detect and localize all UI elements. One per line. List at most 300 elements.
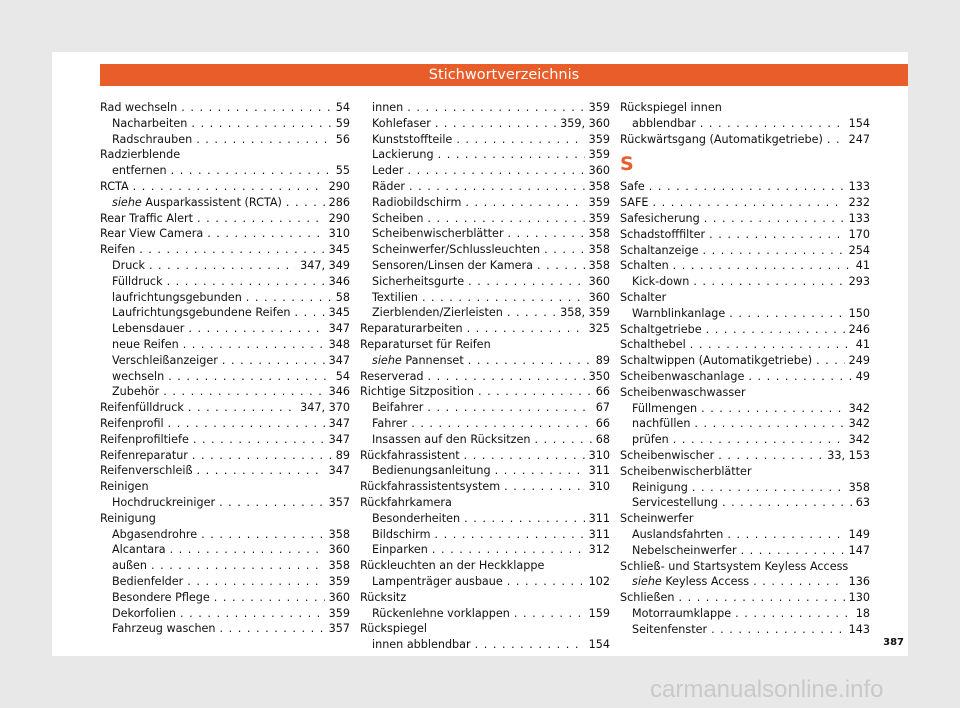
index-entry-label: Insassen auf den Rücksitzen bbox=[372, 432, 531, 446]
index-entry-label: Schaltanzeige bbox=[620, 243, 699, 257]
index-entry-label: Nebelscheinwerfer bbox=[632, 543, 737, 557]
index-entry-page: 102 bbox=[588, 574, 610, 588]
index-entry-label: Scheibenwaschwasser bbox=[620, 385, 746, 399]
index-entry bbox=[100, 305, 350, 321]
index-entry-label: Sensoren/Linsen der Kamera bbox=[372, 258, 534, 272]
index-entry-page: 133 bbox=[848, 180, 870, 194]
index-entry-page: 360 bbox=[588, 164, 610, 178]
index-entry bbox=[360, 305, 610, 321]
index-entry-label: SAFE bbox=[620, 196, 649, 210]
index-entry-page: 357 bbox=[328, 622, 350, 636]
leader-dots bbox=[432, 542, 585, 558]
index-entry-label: Motorraumklappe bbox=[632, 606, 732, 620]
index-entry-page: 358 bbox=[848, 480, 870, 494]
index-entry-label: siehe Ausparkassistent (RCTA) bbox=[112, 195, 282, 209]
index-entry bbox=[620, 132, 870, 148]
index-entry-page: 346 bbox=[328, 385, 350, 399]
index-entry-label: neue Reifen bbox=[112, 337, 179, 351]
index-entry bbox=[620, 495, 870, 511]
index-entry-label: Bedienfelder bbox=[112, 574, 184, 588]
index-entry bbox=[620, 401, 870, 417]
index-entry bbox=[100, 226, 350, 242]
index-entry bbox=[360, 132, 610, 148]
index-entry-page: 358 bbox=[328, 527, 350, 541]
index-entry bbox=[100, 558, 350, 574]
index-entry bbox=[620, 543, 870, 559]
index-entry-page: 249 bbox=[848, 354, 870, 368]
index-entry-label: Radiobildschirm bbox=[372, 195, 462, 209]
leader-dots bbox=[170, 542, 325, 558]
leader-dots bbox=[535, 432, 592, 448]
index-entry bbox=[100, 211, 350, 227]
leader-dots bbox=[495, 463, 585, 479]
index-entry bbox=[620, 337, 870, 353]
index-entry bbox=[620, 385, 870, 401]
index-entry-label: Scheinwerfer bbox=[620, 512, 694, 526]
index-entry-page: 348 bbox=[328, 337, 350, 351]
index-entry-page: 143 bbox=[848, 622, 870, 636]
index-letter-heading: S bbox=[620, 153, 634, 176]
leader-dots bbox=[673, 432, 845, 448]
index-entry-label: Scheibenwischer bbox=[620, 448, 715, 462]
index-entry-label: Scheiben bbox=[372, 211, 424, 225]
index-entry-label: Räder bbox=[372, 179, 405, 193]
index-entry-label: Alcantara bbox=[112, 543, 166, 557]
index-entry-page: 347, 349 bbox=[300, 258, 350, 272]
index-entry-label: Reifenprofil bbox=[100, 416, 164, 430]
index-entry bbox=[620, 432, 870, 448]
index-entry bbox=[100, 495, 350, 511]
index-entry-label: Bedienungsanleitung bbox=[372, 464, 491, 478]
index-entry-page: 311 bbox=[588, 464, 610, 478]
index-entry bbox=[360, 432, 610, 448]
leader-dots bbox=[427, 400, 591, 416]
index-entry-page: 66 bbox=[595, 416, 610, 430]
index-entry-page: 254 bbox=[848, 243, 870, 257]
leader-dots bbox=[701, 401, 845, 417]
index-entry-label: Kunststoffteile bbox=[372, 132, 453, 146]
watermark: carmanualsonline.info bbox=[650, 676, 884, 703]
leader-dots bbox=[753, 574, 845, 590]
index-entry-page: 159 bbox=[588, 606, 610, 620]
index-entry-label: Seitenfenster bbox=[632, 622, 708, 636]
index-entry-page: 59 bbox=[335, 116, 350, 130]
index-entry bbox=[100, 321, 350, 337]
index-entry-label: prüfen bbox=[632, 433, 669, 447]
index-entry-label: Schaltgetriebe bbox=[620, 322, 702, 336]
leader-dots bbox=[693, 274, 844, 290]
index-entry-label: Fahrzeug waschen bbox=[112, 622, 216, 636]
index-entry bbox=[620, 559, 870, 575]
index-entry bbox=[100, 179, 350, 195]
index-entry-label: Reifenreparatur bbox=[100, 448, 188, 462]
leader-dots bbox=[163, 384, 324, 400]
index-entry-page: 359, 360 bbox=[560, 116, 610, 130]
index-entry bbox=[100, 147, 350, 163]
leader-dots bbox=[704, 211, 845, 227]
leader-dots bbox=[207, 226, 324, 242]
leader-dots bbox=[678, 590, 844, 606]
index-entry-label: RCTA bbox=[100, 179, 129, 193]
index-entry-label: Rear View Camera bbox=[100, 227, 204, 241]
index-entry-page: 359 bbox=[588, 148, 610, 162]
leader-dots bbox=[465, 195, 584, 211]
index-entry bbox=[620, 416, 870, 432]
leader-dots bbox=[456, 132, 584, 148]
index-entry bbox=[620, 622, 870, 638]
index-entry bbox=[360, 542, 610, 558]
leader-dots bbox=[188, 400, 296, 416]
leader-dots bbox=[196, 132, 332, 148]
leader-dots bbox=[718, 448, 823, 464]
leader-dots bbox=[727, 527, 844, 543]
leader-dots bbox=[139, 242, 324, 258]
index-entry bbox=[360, 163, 610, 179]
leader-dots bbox=[504, 479, 585, 495]
index-entry-page: 310 bbox=[328, 227, 350, 241]
index-entry-label: Sicherheitsgurte bbox=[372, 274, 465, 288]
index-entry-page: 360 bbox=[328, 543, 350, 557]
index-entry-page: 66 bbox=[595, 385, 610, 399]
index-column-1 bbox=[100, 100, 350, 637]
index-entry-label: Schalter bbox=[620, 290, 667, 304]
index-entry-label: innen bbox=[372, 101, 404, 114]
index-entry bbox=[360, 463, 610, 479]
index-entry bbox=[100, 242, 350, 258]
leader-dots bbox=[411, 416, 592, 432]
leader-dots bbox=[690, 337, 852, 353]
index-entry bbox=[360, 384, 610, 400]
index-entry bbox=[620, 195, 870, 211]
index-entry bbox=[620, 116, 870, 132]
index-entry-page: 358 bbox=[588, 243, 610, 257]
index-entry-page: 54 bbox=[335, 101, 350, 114]
leader-dots bbox=[187, 574, 324, 590]
leader-dots bbox=[478, 384, 592, 400]
index-entry-label: Schalthebel bbox=[620, 338, 686, 352]
leader-dots bbox=[422, 290, 585, 306]
leader-dots bbox=[692, 480, 845, 496]
index-entry-page: 358 bbox=[588, 179, 610, 193]
index-entry-page: 89 bbox=[335, 448, 350, 462]
index-entry-label: Scheibenwischerblätter bbox=[372, 227, 504, 241]
index-column-2 bbox=[360, 100, 610, 653]
index-entry-label: Reifenverschleiß bbox=[100, 464, 193, 478]
index-entry bbox=[620, 290, 870, 306]
index-entry bbox=[100, 606, 350, 622]
index-entry-page: 311 bbox=[588, 527, 610, 541]
index-entry-page: 67 bbox=[595, 401, 610, 415]
index-entry-page: 293 bbox=[848, 275, 870, 289]
leader-dots bbox=[544, 242, 585, 258]
index-entry-label: Rückleuchten an der Heckklappe bbox=[360, 559, 545, 573]
index-entry-label: Safesicherung bbox=[620, 211, 700, 225]
index-entry bbox=[360, 242, 610, 258]
index-entry-page: 347 bbox=[328, 464, 350, 478]
index-entry bbox=[620, 227, 870, 243]
index-entry-label: Safe bbox=[620, 180, 645, 194]
index-entry-label: Scheibenwaschanlage bbox=[620, 369, 745, 383]
leader-dots bbox=[427, 211, 584, 227]
index-entry-label: Reinigen bbox=[100, 480, 149, 494]
index-entry-label: Rückfahrassistentsystem bbox=[360, 480, 501, 494]
index-entry-page: 358 bbox=[588, 227, 610, 241]
index-entry-page: 342 bbox=[848, 433, 870, 447]
index-entry-label: Reifen bbox=[100, 243, 136, 257]
leader-dots bbox=[428, 369, 585, 385]
leader-dots bbox=[191, 116, 331, 132]
leader-dots bbox=[219, 495, 325, 511]
leader-dots bbox=[438, 147, 585, 163]
leader-dots bbox=[700, 116, 845, 132]
index-entry-page: 63 bbox=[855, 496, 870, 510]
index-entry-page: 33, 153 bbox=[827, 448, 870, 462]
index-entry-label: Verschleißanzeiger bbox=[112, 353, 218, 367]
leader-dots bbox=[652, 195, 844, 211]
index-entry-page: 346 bbox=[328, 274, 350, 288]
index-entry-page: 359 bbox=[328, 606, 350, 620]
leader-dots bbox=[649, 179, 845, 195]
index-entry bbox=[360, 558, 610, 574]
index-entry-label: innen abblendbar bbox=[372, 638, 471, 652]
index-entry-label: siehe Keyless Access bbox=[632, 575, 750, 589]
index-entry-page: 290 bbox=[328, 211, 350, 225]
index-entry-page: 89 bbox=[595, 353, 610, 367]
index-entry-page: 347 bbox=[328, 416, 350, 430]
index-entry bbox=[100, 511, 350, 527]
index-entry bbox=[360, 590, 610, 606]
index-entry-label: Auslandsfahrten bbox=[632, 527, 724, 541]
index-entry bbox=[100, 400, 350, 416]
leader-dots bbox=[222, 353, 325, 369]
index-entry bbox=[100, 258, 350, 274]
index-entry-page: 360 bbox=[588, 274, 610, 288]
leader-dots bbox=[827, 132, 845, 148]
index-entry-page: 345 bbox=[328, 243, 350, 257]
index-entry bbox=[360, 226, 610, 242]
index-entry bbox=[100, 574, 350, 590]
index-entry-label: Rückfahrassistent bbox=[360, 448, 460, 462]
leader-dots bbox=[149, 258, 296, 274]
index-entry bbox=[360, 116, 610, 132]
index-entry-page: 136 bbox=[848, 575, 870, 589]
index-entry-page: 359 bbox=[588, 132, 610, 146]
leader-dots bbox=[168, 369, 332, 385]
index-entry-label: Reparaturarbeiten bbox=[360, 322, 463, 336]
index-entry-label: Besondere Pflege bbox=[112, 590, 210, 604]
leader-dots bbox=[192, 448, 332, 464]
index-entry-label: Rückenlehne vorklappen bbox=[372, 606, 510, 620]
index-entry-label: Reinigung bbox=[632, 480, 688, 494]
index-entry bbox=[620, 527, 870, 543]
leader-dots bbox=[729, 306, 844, 322]
index-entry-label: Zierblenden/Zierleisten bbox=[372, 306, 503, 320]
index-entry-page: 325 bbox=[588, 322, 610, 336]
leader-dots bbox=[197, 463, 325, 479]
index-entry-page: 358 bbox=[328, 559, 350, 573]
leader-dots bbox=[151, 558, 325, 574]
index-entry-page: 56 bbox=[335, 132, 350, 146]
index-entry bbox=[620, 100, 870, 116]
index-entry-label: Rad wechseln bbox=[100, 101, 178, 114]
index-entry bbox=[100, 353, 350, 369]
index-entry-label: Kohlefaser bbox=[372, 116, 431, 130]
index-entry-label: Schadstofffilter bbox=[620, 227, 706, 241]
leader-dots bbox=[468, 274, 585, 290]
index-entry bbox=[360, 290, 610, 306]
index-entry-page: 55 bbox=[335, 164, 350, 178]
index-entry-label: Fahrer bbox=[372, 416, 408, 430]
leader-dots bbox=[508, 226, 585, 242]
index-entry-page: 342 bbox=[848, 417, 870, 431]
index-entry-label: Reinigung bbox=[100, 511, 156, 525]
index-entry-page: 312 bbox=[588, 543, 610, 557]
index-entry-label: Reifenfülldruck bbox=[100, 401, 184, 415]
index-entry-label: Radschrauben bbox=[112, 132, 193, 146]
index-entry-label: Leder bbox=[372, 164, 404, 178]
index-entry-label: Schließen bbox=[620, 591, 675, 605]
index-entry-page: 310 bbox=[588, 480, 610, 494]
index-entry-page: 41 bbox=[855, 259, 870, 273]
leader-dots bbox=[181, 100, 332, 116]
index-entry bbox=[360, 637, 610, 653]
index-entry-page: 347 bbox=[328, 322, 350, 336]
index-entry-label: Zubehör bbox=[112, 385, 160, 399]
leader-dots bbox=[171, 163, 332, 179]
index-entry-label: Reifenprofiltiefe bbox=[100, 432, 189, 446]
index-entry-label: Druck bbox=[112, 258, 145, 272]
index-entry bbox=[620, 606, 870, 622]
index-entry bbox=[360, 527, 610, 543]
index-entry bbox=[360, 400, 610, 416]
leader-dots bbox=[475, 637, 585, 653]
index-entry-label: außen bbox=[112, 559, 147, 573]
leader-dots bbox=[694, 416, 844, 432]
leader-dots bbox=[537, 258, 585, 274]
index-entry-label: Dekorfolien bbox=[112, 606, 176, 620]
index-entry-label: Fülldruck bbox=[112, 274, 163, 288]
index-entry bbox=[360, 274, 610, 290]
index-entry bbox=[620, 322, 870, 338]
index-entry bbox=[100, 590, 350, 606]
index-entry bbox=[620, 306, 870, 322]
index-entry-page: 246 bbox=[848, 322, 870, 336]
leader-dots bbox=[816, 353, 845, 369]
index-entry-page: 41 bbox=[855, 338, 870, 352]
index-entry bbox=[360, 369, 610, 385]
index-entry bbox=[100, 100, 350, 116]
index-entry bbox=[620, 258, 870, 274]
index-entry bbox=[360, 574, 610, 590]
index-entry-page: 360 bbox=[588, 290, 610, 304]
index-entry-page: 345 bbox=[328, 306, 350, 320]
index-entry bbox=[100, 116, 350, 132]
index-entry-page: 232 bbox=[848, 196, 870, 210]
index-entry bbox=[620, 179, 870, 195]
leader-dots bbox=[468, 353, 592, 369]
index-entry-label: Schalten bbox=[620, 259, 669, 273]
index-entry-label: Rückfahrkamera bbox=[360, 495, 452, 509]
index-entry-page: 310 bbox=[588, 448, 610, 462]
index-entry-label: entfernen bbox=[112, 164, 167, 178]
index-entry bbox=[360, 195, 610, 211]
index-entry bbox=[620, 211, 870, 227]
leader-dots bbox=[735, 606, 852, 622]
index-entry-page: 360 bbox=[328, 590, 350, 604]
index-entry-page: 286 bbox=[328, 195, 350, 209]
index-entry bbox=[360, 479, 610, 495]
index-entry-page: 290 bbox=[328, 179, 350, 193]
index-entry bbox=[360, 147, 610, 163]
index-entry-label: Bildschirm bbox=[372, 527, 431, 541]
index-entry-label: Reparaturset für Reifen bbox=[360, 337, 491, 351]
leader-dots bbox=[183, 337, 325, 353]
index-entry bbox=[620, 274, 870, 290]
index-entry-label: Richtige Sitzposition bbox=[360, 385, 474, 399]
index-entry-label: Lackierung bbox=[372, 148, 434, 162]
index-entry bbox=[100, 274, 350, 290]
index-entry-label: Servicestellung bbox=[632, 496, 718, 510]
leader-dots bbox=[741, 543, 845, 559]
page-number: 387 bbox=[883, 637, 904, 648]
index-entry bbox=[100, 621, 350, 637]
index-entry-label: laufrichtungsgebunden bbox=[112, 290, 242, 304]
index-entry-label: Lebensdauer bbox=[112, 322, 185, 336]
index-entry bbox=[360, 258, 610, 274]
index-entry-label: Rücksitz bbox=[360, 590, 407, 604]
index-entry bbox=[100, 416, 350, 432]
index-entry-label: Schließ- und Startsystem Keyless Access bbox=[620, 559, 849, 573]
index-entry bbox=[620, 353, 870, 369]
index-entry-label: Hochdruckreiniger bbox=[112, 495, 216, 509]
index-entry-label: Nacharbeiten bbox=[112, 116, 188, 130]
index-entry-page: 18 bbox=[855, 606, 870, 620]
leader-dots bbox=[214, 590, 325, 606]
index-entry-page: 58 bbox=[335, 290, 350, 304]
index-entry-label: Lampenträger ausbaue bbox=[372, 574, 503, 588]
leader-dots bbox=[709, 227, 845, 243]
index-entry-label: Schaltwippen (Automatikgetriebe) bbox=[620, 354, 813, 368]
index-entry bbox=[360, 353, 610, 369]
leader-dots bbox=[180, 606, 325, 622]
index-entry bbox=[360, 606, 610, 622]
index-entry bbox=[100, 290, 350, 306]
index-entry-label: nachfüllen bbox=[632, 417, 691, 431]
index-entry bbox=[100, 369, 350, 385]
section-header: Stichwortverzeichnis bbox=[100, 64, 908, 86]
index-entry bbox=[100, 527, 350, 543]
index-entry-page: 359 bbox=[588, 101, 610, 114]
index-entry bbox=[100, 132, 350, 148]
index-entry-label: Radzierblende bbox=[100, 148, 181, 162]
leader-dots bbox=[722, 495, 852, 511]
index-entry-label: wechseln bbox=[112, 369, 165, 383]
index-entry-page: 54 bbox=[335, 369, 350, 383]
leader-dots bbox=[467, 321, 585, 337]
index-entry-page: 154 bbox=[848, 116, 870, 130]
index-entry bbox=[100, 163, 350, 179]
index-entry bbox=[360, 495, 610, 511]
index-entry-label: Rückspiegel innen bbox=[620, 101, 722, 114]
index-entry-page: 347 bbox=[328, 432, 350, 446]
index-entry bbox=[100, 337, 350, 353]
index-entry bbox=[620, 464, 870, 480]
index-entry bbox=[360, 621, 610, 637]
leader-dots bbox=[673, 258, 852, 274]
index-entry bbox=[360, 179, 610, 195]
index-entry-page: 154 bbox=[588, 638, 610, 652]
index-entry-page: 150 bbox=[848, 306, 870, 320]
